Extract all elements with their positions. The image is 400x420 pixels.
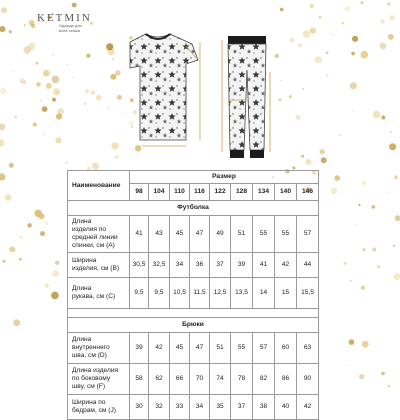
confetti-dot bbox=[363, 248, 366, 251]
table-cell: 30,5 bbox=[130, 253, 149, 278]
section-spacer bbox=[68, 309, 319, 318]
table-cell: 42 bbox=[297, 395, 319, 420]
confetti-dot bbox=[387, 193, 388, 194]
size-table bbox=[67, 170, 319, 420]
confetti-dot bbox=[394, 273, 400, 280]
table-cell: 55 bbox=[231, 333, 253, 364]
confetti-dot bbox=[5, 194, 12, 201]
confetti-dot bbox=[20, 236, 22, 238]
table-cell: 41 bbox=[253, 253, 275, 278]
table-cell: 58 bbox=[130, 364, 149, 395]
confetti-dot bbox=[51, 292, 59, 300]
table-cell: 14 bbox=[253, 278, 275, 309]
row-label: Ширина по бедрам, см (J) bbox=[68, 395, 130, 420]
confetti-dot bbox=[349, 339, 355, 345]
table-cell: 35 bbox=[210, 395, 231, 420]
size-140: 140 bbox=[275, 184, 297, 201]
table-cell: 47 bbox=[190, 333, 210, 364]
table-cell: 51 bbox=[210, 333, 231, 364]
table-cell: 57 bbox=[297, 216, 319, 253]
table-cell: 30 bbox=[130, 395, 149, 420]
confetti-dot bbox=[55, 261, 59, 265]
confetti-dot bbox=[3, 260, 6, 263]
confetti-dot bbox=[350, 280, 353, 283]
row-label: Длина внутреннего шва, см (D) bbox=[68, 333, 130, 364]
table-row bbox=[68, 216, 319, 253]
confetti-dot bbox=[52, 270, 59, 277]
confetti-dot bbox=[361, 286, 365, 290]
section-title-row bbox=[68, 201, 319, 216]
confetti-dot bbox=[27, 223, 32, 228]
table-cell: 74 bbox=[210, 364, 231, 395]
table-cell: 9,5 bbox=[130, 278, 149, 309]
table-cell: 63 bbox=[297, 333, 319, 364]
table-cell: 9,5 bbox=[149, 278, 170, 309]
table-cell: 13,5 bbox=[231, 278, 253, 309]
row-label: Ширина изделия, см (B) bbox=[68, 253, 130, 278]
size-122: 122 bbox=[210, 184, 231, 201]
table-row bbox=[68, 395, 319, 420]
confetti-dot bbox=[34, 210, 41, 217]
table-cell: 34 bbox=[190, 395, 210, 420]
table-cell: 34 bbox=[170, 253, 190, 278]
table-cell: 86 bbox=[275, 364, 297, 395]
section-title-row bbox=[68, 318, 319, 333]
table-cell: 32 bbox=[149, 395, 170, 420]
table-row bbox=[68, 278, 319, 309]
table-cell: 10,5 bbox=[170, 278, 190, 309]
table-cell: 40 bbox=[275, 395, 297, 420]
table-row bbox=[68, 253, 319, 278]
table-cell: 43 bbox=[149, 216, 170, 253]
table-cell: 90 bbox=[297, 364, 319, 395]
confetti-dot bbox=[377, 265, 380, 268]
table-cell: 37 bbox=[210, 253, 231, 278]
table-cell: 66 bbox=[170, 364, 190, 395]
star-print-tshirt-icon bbox=[130, 34, 200, 146]
table-cell: 82 bbox=[253, 364, 275, 395]
size-134: 134 bbox=[253, 184, 275, 201]
confetti-dot bbox=[388, 385, 391, 388]
table-cell: 44 bbox=[297, 253, 319, 278]
table-cell: 55 bbox=[275, 216, 297, 253]
table-cell: 38 bbox=[253, 395, 275, 420]
table-cell: 39 bbox=[130, 333, 149, 364]
confetti-dot bbox=[358, 204, 360, 206]
size-116: 116 bbox=[190, 184, 210, 201]
table-cell: 51 bbox=[231, 216, 253, 253]
size-128: 128 bbox=[231, 184, 253, 201]
size-label: Размер bbox=[130, 171, 319, 184]
table-cell: 55 bbox=[253, 216, 275, 253]
table-cell: 42 bbox=[149, 333, 170, 364]
row-label: Длина изделия по средней линии спинки, см (А) bbox=[68, 216, 130, 253]
confetti-dot bbox=[334, 175, 340, 181]
confetti-dot bbox=[40, 231, 45, 236]
row-label: Длина рукава, см (С) bbox=[68, 278, 130, 309]
confetti-dot bbox=[372, 205, 376, 209]
garment-illustration bbox=[0, 0, 400, 170]
table-cell: 45 bbox=[170, 333, 190, 364]
confetti-dot bbox=[362, 341, 369, 348]
header-label: Наименование bbox=[68, 171, 130, 201]
brand-name: KETMIN bbox=[37, 12, 92, 24]
confetti-dot bbox=[362, 182, 365, 185]
size-146: 146 bbox=[297, 184, 319, 201]
row-label: Длина изделия по боковому шву, см (F) bbox=[68, 364, 130, 395]
confetti-dot bbox=[393, 245, 395, 247]
table-cell: 70 bbox=[190, 364, 210, 395]
table-cell: 78 bbox=[231, 364, 253, 395]
confetti-dot bbox=[359, 374, 364, 379]
table-cell: 11,5 bbox=[190, 278, 210, 309]
table-cell: 36 bbox=[190, 253, 210, 278]
section-title: Брюки bbox=[68, 318, 319, 333]
confetti-dot bbox=[381, 372, 385, 376]
table-cell: 15,5 bbox=[297, 278, 319, 309]
confetti-dot bbox=[0, 173, 5, 180]
brand-tagline: Одежда для всей семьи bbox=[59, 23, 82, 33]
section-title: Футболка bbox=[68, 201, 319, 216]
table-cell: 39 bbox=[231, 253, 253, 278]
table-cell: 49 bbox=[210, 216, 231, 253]
table-cell: 42 bbox=[275, 253, 297, 278]
table-cell: 47 bbox=[190, 216, 210, 253]
confetti-dot bbox=[395, 215, 400, 221]
table-cell: 12,5 bbox=[210, 278, 231, 309]
table-cell: 45 bbox=[170, 216, 190, 253]
table-cell: 33 bbox=[170, 395, 190, 420]
table-cell: 57 bbox=[253, 333, 275, 364]
star-print-pants-icon bbox=[222, 36, 270, 158]
table-cell: 41 bbox=[130, 216, 149, 253]
confetti-dot bbox=[344, 262, 347, 265]
table-row bbox=[68, 333, 319, 364]
confetti-dot bbox=[13, 319, 20, 326]
confetti-dot bbox=[394, 175, 398, 179]
confetti-dot bbox=[45, 284, 49, 288]
confetti-dot bbox=[19, 258, 22, 261]
size-104: 104 bbox=[149, 184, 170, 201]
size-110: 110 bbox=[170, 184, 190, 201]
confetti-dot bbox=[349, 364, 351, 366]
table-cell: 60 bbox=[275, 333, 297, 364]
size-98: 98 bbox=[130, 184, 149, 201]
confetti-dot bbox=[10, 247, 16, 253]
header-row bbox=[68, 171, 319, 184]
confetti-dot bbox=[331, 187, 338, 194]
confetti-dot bbox=[44, 221, 48, 225]
table-cell: 37 bbox=[231, 395, 253, 420]
table-cell: 62 bbox=[149, 364, 170, 395]
table-row bbox=[68, 364, 319, 395]
table-cell: 32,5 bbox=[149, 253, 170, 278]
table-cell: 15 bbox=[275, 278, 297, 309]
confetti-dot bbox=[354, 224, 355, 225]
confetti-dot bbox=[372, 248, 376, 252]
